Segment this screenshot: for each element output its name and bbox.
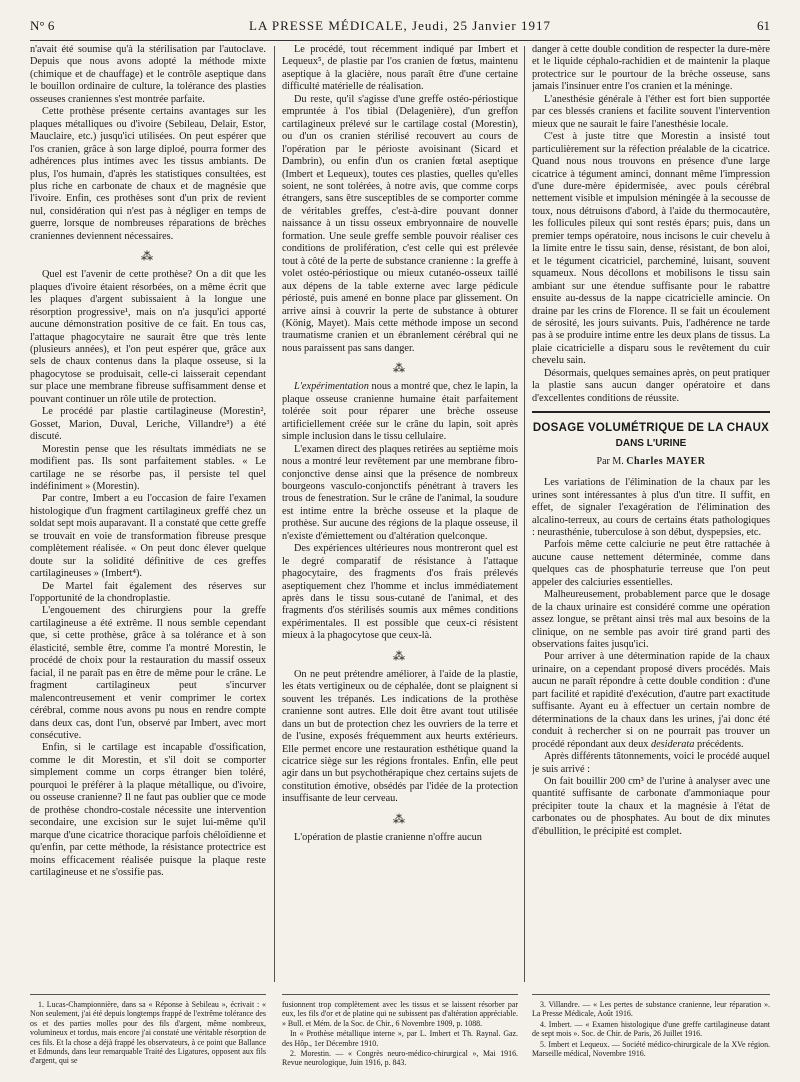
column-2 [282, 44, 518, 984]
paragraph: Des expériences ultérieures nous montreront quel est le degré comparatif de résistance à l'attaque phagocytaire, des fragments d'os frais prélevés aseptiquement chez l'homme et inclus immédiatement après dans le tissu sous-cutané de l'animal, et des fragments d'os stérilisés soumis aux mêmes conditions expérimentales. Il est possible que ceux-ci résistent mieux à la phagocytose que ceux-là. [282, 543, 518, 642]
column-3 [532, 44, 770, 984]
footnote-rule [30, 994, 266, 995]
emphasis: L'expérimentation [294, 381, 369, 393]
paragraph: Par contre, Imbert a eu l'occasion de faire l'examen histologique d'un fragment cartilagineux greffé chez un soldat sept mois auparavant. Il a constaté que cette greffe se trouvait en voie de transformation fibreuse presque complètement réalisée. « On peut donc élever quelque doute sur la solidité définitive de ces greffes cartilagineuses » (Imbert⁴). [30, 493, 266, 580]
paragraph: L'examen direct des plaques retirées au septième mois nous a montré leur revêtement par une membrane fibro-conjonctive dense ainsi que la présence de nombreux bourgeons vasculo-conjonctifs pénétrant à travers les trous de fenestration. Sur le crâne de l'animal, la soudure est intime entre la brèche osseuse et la plaque de prothèse. Sur aucune des régions de la plaque osseuse, il n'existe d'émiettement ou d'altération quelconque. [282, 443, 518, 542]
footnotes-col-2 [282, 1000, 518, 1078]
footnotes-col-1 [30, 1000, 266, 1078]
header-rule [30, 40, 770, 41]
footnote: 1. Lucas-Championnière, dans sa « Réponse à Sebileau », écrivait : « Non seulement, j'ai été depuis longtemps frappé de l'extrême tolérance des os et des parties molles pour des fils d'argent, même nombreux, volumineux et tordus, mais encore j'ai constaté une véritable résorption de ces fils. Et la chose a déjà frappé les observateurs, à ce point que Ballance et Edmunds, dans leur remarquable Traité des Ligatures, opposent aux fils d'argent, qui se [30, 1000, 266, 1066]
paragraph: De Martel fait également des réserves sur l'opportunité de la chondroplastie. [30, 580, 266, 605]
issue-number: N° 6 [30, 18, 55, 33]
paragraph: Quel est l'avenir de cette prothèse? On a dit que les plaques d'ivoire étaient résorbées, on a même écrit que les plaques d'argent subissaient à la longue une résorption progressive¹, mais on n'a jusqu'ici apporté aucune démonstration positive de ce fait. En tous cas, l'attaque phagocytaire ne saurait être que très lente (plusieurs années), et l'on peut espérer que, grâce aux sels de chaux contenus dans la plaque osseuse, si la phagocytose se produisait, celle-ci laisserait cependant sur place une membrane fibreuse suffisamment dense et pouvant continuer un rôle utile de protection. [30, 269, 266, 405]
paragraph: L'engouement des chirurgiens pour la greffe cartilagineuse a été extrême. Il nous semble cependant que, si cette prothèse, grâce à sa tolérance et à son élasticité, semble être, comme l'a montré Morestin, le procédé de choix pour la restauration du massif osseux facial, il ne paraît pas en être de même pour le crâne. Le fragment cartilagineux peut s'incurver malencontreusement et venir comprimer le cortex cérébral, comme nous avons pu nous en rendre compte dans deux cas, dont l'un, observé par Imbert, avec mort consécutive. [30, 605, 266, 742]
article-author [532, 455, 770, 469]
paragraph: Les variations de l'élimination de la chaux par les urines sont intéressantes à plus d'un titre. Il suffit, en effet, de signaler l'exagération de l'élimination des alcalino-terreux, au cours de certains états pathologiques : neurasthénie, tuberculose à son début, dyspepsies, etc. [532, 477, 770, 538]
footnote-rule [282, 994, 518, 995]
paragraph [282, 381, 518, 443]
article-title: DOSAGE VOLUMÉTRIQUE DE LA CHAUX [532, 422, 770, 435]
paragraph: Désormais, quelques semaines après, on peut pratiquer la plastie sans aucun danger opératoire et dans d'excellentes conditions de réussite. [532, 367, 770, 404]
paragraph: Cette prothèse présente certains avantages sur les plaques métalliques ou d'ivoire (Sebileau, Delair, Estor, Mauclaire, etc.) jusqu'ici utilisées. On peut espérer que l'os cranien, grâce à son large diploé, pourra former des adhérences plus intimes avec les tissus ambiants. De plus, l'os humain, d'après les statistiques consultées, est plus riche en carbonate de chaux et de magnésie que l'ivoire. Enfin, ces prothèses sont d'un prix de revient nul, considération qui n'est pas à négliger en temps de guerre, lorsque de nombreuses réparations de brèches craniennes deviennent nécessaires. [30, 106, 266, 242]
section-separator: ⁂ [393, 811, 407, 826]
paragraph: Du reste, qu'il s'agisse d'une greffe ostéo-périostique empruntée à l'os tibial (Delagenière), d'un greffon cartilagineux prélevé sur le cartilage costal (Morestin), ou d'un os cranien stérilisé recouvert au cours de l'opération par le périoste avoisinant (Sicard et Dambrin), ou enfin d'un os cranien fœtal aseptique (Imbert et Lequeux), toutes ces plasties, quelles qu'elles soient, ne sont tolérées, à notre avis, que comme corps étrangers, sans être susceptibles de se comporter comme de véritables greffes, c'est-à-dire pouvant donner naissance à un tissu osseux embryonnaire de nouvelle formation. Une seule greffe semble pouvoir réaliser ces conditions de prolifération, c'est celle qui est prélevée tout à côté de la perte de substance cranienne : la greffe à volet ostéo-périostique ou mieux cutanéo-osseux taillé aux dépens de la table externe avec large pédicule périosté, puis amené en bonne place par glissement. On arrive ainsi à couvrir la perte de substance à obturer (König, Mayet). Mais cette méthode impose un second traumatisme cranien et un ébranlement cérébral qui ne nous paraissent pas sans danger. [282, 93, 518, 354]
article-rule [532, 411, 770, 413]
section-separator: ⁂ [393, 361, 407, 376]
author-name: Charles MAYER [626, 456, 706, 468]
footnote: 2. Morestin. — « Congrès neuro-médico-chirurgical », Mai 1916. Revue neurologique, Juin 1916, p. 843. [282, 1049, 518, 1068]
page-number: 61 [757, 18, 770, 33]
section-separator: ⁂ [393, 648, 407, 663]
footnote: 4. Imbert. — « Examen histologique d'une greffe cartilagineuse datant de sept mois ». Soc. de Chir. de Paris, 26 Juillet 1916. [532, 1019, 770, 1039]
paragraph: On ne peut prétendre améliorer, à l'aide de la plastie, les états vertigineux ou de céphalée, dont se plaignent si souvent les trépanés. Les indications de la prothèse cranienne sont autres. Elle doit être avant tout utilisée dans un but de protection chez les ouvriers de la terre et de l'usine, exposés fréquemment aux heurts extérieurs. Elle permet encore une restauration esthétique quand la cicatrice siège sur les régions frontales. Enfin, elle peut agir dans un but psychothérapique chez certains sujets de constitution émotive, obsédés par l'idée de la protection insuffisante de leur cerveau. [282, 668, 518, 805]
article-subtitle: DANS L'URINE [615, 438, 687, 450]
paragraph: Le procédé, tout récemment indiqué par Imbert et Lequeux⁵, de plastie par l'os cranien de fœtus, maintenu aseptique à la glacière, nous paraît être d'une certaine difficulté matérielle de réalisation. [282, 44, 518, 93]
page-header [30, 6, 770, 40]
paragraph-text: nous a montré que, chez le lapin, la plaque osseuse cranienne humaine était parfaitement tolérée soit pour réparer une brèche osseuse artificiellement créée sur le crâne du lapin, soit après simple inclusion dans le tissu cellulaire. [282, 381, 518, 443]
paragraph: Le procédé par plastie cartilagineuse (Morestin², Gosset, Marion, Duval, Leriche, Villandre³) a été discuté. [30, 406, 266, 443]
paragraph [532, 651, 770, 751]
section-separator: ⁂ [141, 249, 155, 264]
footnote: 3. Villandre. — « Les pertes de substance cranienne, leur réparation ». La Presse Médicale, Août 1916. [532, 1000, 770, 1019]
footnote: fusionnent trop complètement avec les tissus et se laissent résorber par eux, les fils d'or et de platine qui ne subissent pas d'altération appréciable. » Bull. et Mém. de la Soc. de Chir., 6 Novembre 1909, p. 1088. [282, 1000, 518, 1028]
paragraph: C'est à juste titre que Morestin a insisté tout particulièrement sur la réfection préalable de la cicatrice. Quand nous nous trouvons en présence d'une large cicatrice à tégument aminci, donnant même l'impression d'une dure-mère épidermisée, avec pouls cérébral nettement visible et impulsion méningée à la secousse de toux, nous détruisons d'abord, à l'aide du thermocautère, les follicules pileux qui sont restés épars; puis, dans un premier temps opératoire, nous incisons le cuir chevelu à la limite entre le tissu sain, dense, résistant, de bon aloi, et le tégument cicatriciel, parcheminé, luisant, souvent squameux. Nous décollons et mobilisons le tissu sain ambiant sur une étendue suffisante pour le rabattre ensuite au-dessus de la nappe cicatricielle amincie. On draine par les crins de Florence. Il se fait un écoulement de sérosité, les jours suivants. Puis, l'adhérence ne tarde pas à se produire intime entre les deux plans de tissus. La plaie cicatricielle a disparu sous le revêtement du cuir chevelu sain. [532, 131, 770, 367]
footnote-rule [532, 994, 770, 995]
paragraph: n'avait été soumise qu'à la stérilisation par l'autoclave. Depuis que nous avons adopté la méthode mixte (chimique et de chauffage) et le contrôle aseptique dans le bouillon ordinaire de culture, la tolérance des plasties osseuses craniennes s'est montrée parfaite. [30, 44, 266, 105]
paragraph: Enfin, si le cartilage est incapable d'ossification, comme le dit Morestin, et s'il doit se comporter simplement comme un corps étranger bien toléré, pourquoi le préférer à la plaque métallique, ou d'ivoire, ou osseuse cranienne? Il ne faut pas oublier que ce mode de prothèse chondro-costale nécessite une intervention secondaire, une excision sur le sujet lui-même qu'il marque d'une cicatrice thoracique parfois chéloïdienne et qu'enfin, par cette méthode, la résistance protectrice est moins efficacement réalisée puisque la plaque reste cartilagineuse et ne s'ossifie pas. [30, 742, 266, 878]
footnote: In « Prothèse métallique interne », par L. Imbert et Th. Raynal. Gaz. des Hôp., 1er Décembre 1910. [282, 1029, 518, 1048]
paragraph: danger à cette double condition de respecter la dure-mère et le liquide céphalo-rachidien et de maintenir la plaque protectrice sur le pourtour de la brèche osseuse, sans jamais l'insinuer entre l'os cranien et la méninge. [532, 44, 770, 93]
paragraph: Malheureusement, probablement parce que le dosage de la chaux urinaire est considéré comme une opération assez longue, se prêtant ainsi très mal aux besoins de la clinique, on ne semble pas avoir tiré grand parti des observations faites jusqu'ici. [532, 589, 770, 651]
paragraph-text: précédents. [694, 738, 744, 750]
paragraph: L'anesthésie générale à l'éther est fort bien supportée par ces blessés craniens et facilite souvent l'intervention mieux que ne saurait le faire l'anesthésie locale. [532, 93, 770, 130]
footnotes-col-3 [532, 1000, 770, 1078]
paragraph: Parfois même cette calciurie ne peut être rattachée à aucune cause nettement déterminée, comme dans quelques cas de phosphaturie terreuse que l'on peut appeler des calciuries essentielles. [532, 539, 770, 588]
emphasis: desiderata [650, 738, 695, 750]
paragraph: Morestin pense que les résultats immédiats ne se modifient pas. Ils sont parfaitement stables. « Le cartilage ne se résorbe pas, il persiste tel quel indéfiniment » (Morestin). [30, 443, 266, 492]
paragraph: Après différents tâtonnements, voici le procédé auquel je suis arrivé : [532, 751, 770, 775]
journal-title: LA PRESSE MÉDICALE, Jeudi, 25 Janvier 1917 [249, 18, 551, 33]
paragraph: L'opération de plastie cranienne n'offre aucun [294, 831, 482, 843]
column-1 [30, 44, 266, 984]
author-prefix: Par M. [596, 456, 627, 468]
paragraph: On fait bouillir 200 cm³ de l'urine à analyser avec une quantité suffisante de carbonate d'ammoniaque pour précipiter toute la chaux et la magnésie à l'état de carbonates ou de phosphates. Au bout de dix minutes d'ébullition, le précipité est complet. [532, 776, 770, 837]
paragraph-text: Pour arriver à une détermination rapide de la chaux urinaire, on a cependant proposé divers procédés. Mais aucun ne paraît répondre à cette double condition : d'une part facilité et rapidité d'exécution, d'autre part exactitude suffisante. Ayant eu à effectuer un certain nombre de déterminations de la chaux dans les urines, j'ai donc été conduit à rechercher si on ne pourrait pas trouver un procédé répondant aux deux [532, 651, 770, 750]
column-divider [274, 46, 275, 982]
footnote: 5. Imbert et Lequeux. — Société médico-chirurgicale de la XVe région. Marseille médical, Novembre 1916. [532, 1039, 770, 1059]
column-divider [524, 46, 525, 982]
